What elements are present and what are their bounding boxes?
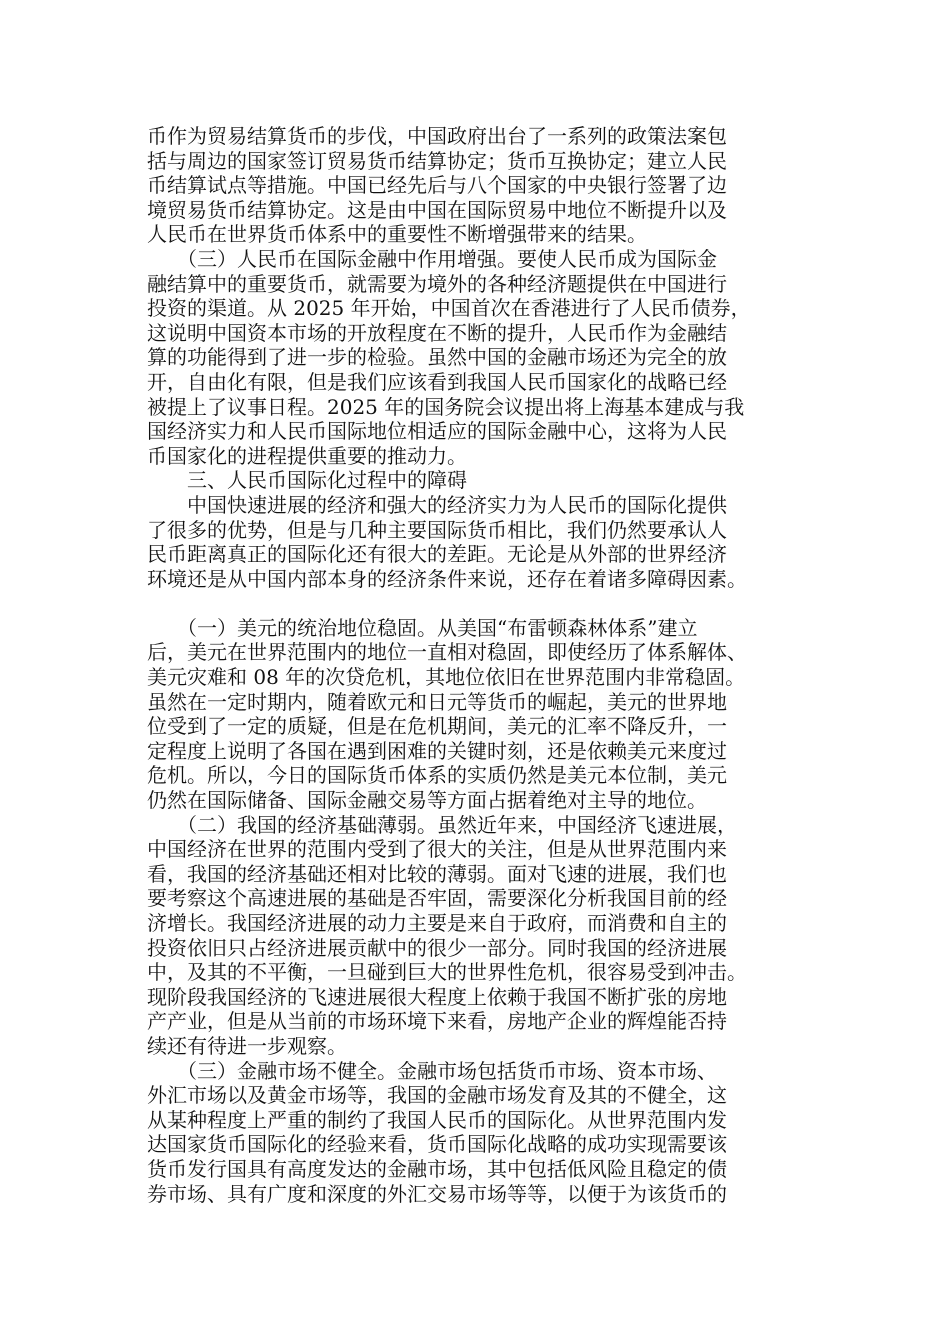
- text-line: 中，及其的不平衡，一旦碰到巨大的世界性危机，很容易受到冲击。: [147, 960, 747, 985]
- text-line: 券市场、具有广度和深度的外汇交易市场等等，以便于为该货币的: [147, 1181, 727, 1206]
- text-line: 人民币在世界货币体系中的重要性不断增强带来的结果。: [147, 222, 647, 247]
- text-line: 中国快速进展的经济和强大的经济实力为人民币的国际化提供: [147, 492, 727, 517]
- text-line: 美元灾难和 08 年的次贷危机，其地位依旧在世界范围内非常稳固。: [147, 665, 746, 690]
- text-line: 融结算中的重要货币，就需要为境外的各种经济题提供在中国进行: [147, 271, 727, 296]
- text-line: （一）美元的统治地位稳固。从美国“布雷顿森林体系”建立: [147, 615, 698, 640]
- text-line: 这说明中国资本市场的开放程度在不断的提升，人民币作为金融结: [147, 320, 727, 345]
- text-line: 虽然在一定时期内，随着欧元和日元等货币的崛起，美元的世界地: [147, 689, 727, 714]
- text-line: 现阶段我国经济的飞速进展很大程度上依赖于我国不断扩张的房地: [147, 984, 727, 1009]
- text-line: 仍然在国际储备、国际金融交易等方面占据着绝对主导的地位。: [147, 788, 707, 813]
- text-line: 国经济实力和人民币国际地位相适应的国际金融中心，这将为人民: [147, 419, 727, 444]
- text-line: 括与周边的国家签订贸易货币结算协定；货币互换协定；建立人民: [147, 148, 727, 173]
- text-line: 达国家货币国际化的经验来看，货币国际化战略的成功实现需要该: [147, 1132, 727, 1157]
- text-line: 币作为贸易结算货币的步伐，中国政府出台了一系列的政策法案包: [147, 124, 727, 148]
- text-line: 危机。所以，今日的国际货币体系的实质仍然是美元本位制，美元: [147, 763, 727, 788]
- text-line: 看，我国的经济基础还相对比较的薄弱。面对飞速的进展，我们也: [147, 861, 727, 886]
- text-line: （二）我国的经济基础薄弱。虽然近年来，中国经济飞速进展，: [147, 812, 737, 837]
- text-line: 货币发行国具有高度发达的金融市场，其中包括低风险且稳定的债: [147, 1156, 727, 1181]
- blank-line: [147, 591, 809, 616]
- text-line: 算的功能得到了进一步的检验。虽然中国的金融市场还为完全的放: [147, 345, 727, 370]
- text-line: 从某种程度上严重的制约了我国人民币的国际化。从世界范围内发: [147, 1107, 727, 1132]
- text-line: 中国经济在世界的范围内受到了很大的关注，但是从世界范围内来: [147, 837, 727, 862]
- text-line: 民币距离真正的国际化还有很大的差距。无论是从外部的世界经济: [147, 542, 727, 567]
- text-line: 定程度上说明了各国在遇到困难的关键时刻，还是依赖美元来度过: [147, 738, 727, 763]
- text-line: 开，自由化有限，但是我们应该看到我国人民币国家化的战略已经: [147, 369, 727, 394]
- text-line: 投资的渠道。从 2025 年开始，中国首次在香港进行了人民币债券，: [147, 296, 751, 321]
- text-line: 外汇市场以及黄金市场等，我国的金融市场发育及其的不健全，这: [147, 1083, 727, 1108]
- text-line: 续还有待进一步观察。: [147, 1033, 347, 1058]
- text-line: （三）人民币在国际金融中作用增强。要使人民币成为国际金: [147, 246, 717, 271]
- text-line: 币结算试点等措施。中国已经先后与八个国家的中央银行签署了边: [147, 173, 727, 198]
- text-line: 位受到了一定的质疑，但是在危机期间，美元的汇率不降反升，一: [147, 714, 727, 739]
- document-body: [147, 124, 809, 1206]
- text-line: 被提上了议事日程。2025 年的国务院会议提出将上海基本建成与我: [147, 394, 745, 419]
- text-line: 后，美元在世界范围内的地位一直相对稳固，即使经历了体系解体、: [147, 640, 747, 665]
- text-line: （三）金融市场不健全。金融市场包括货币市场、资本市场、: [147, 1058, 717, 1083]
- section-heading: 三、人民币国际化过程中的障碍: [147, 468, 467, 493]
- text-line: 了很多的优势，但是与几种主要国际货币相比，我们仍然要承认人: [147, 517, 727, 542]
- text-line: 境贸易货币结算协定。这是由中国在国际贸易中地位不断提升以及: [147, 197, 727, 222]
- text-line: 币国家化的进程提供重要的推动力。: [147, 443, 467, 468]
- text-line: 产产业，但是从当前的市场环境下来看，房地产企业的辉煌能否持: [147, 1009, 727, 1034]
- text-line: 济增长。我国经济进展的动力主要是来自于政府，而消费和自主的: [147, 911, 727, 935]
- text-line: 要考察这个高速进展的基础是否牢固，需要深化分析我国目前的经: [147, 886, 727, 911]
- text-line: 投资依旧只占经济进展贡献中的很少一部分。同时我国的经济进展: [147, 935, 727, 960]
- text-line: 环境还是从中国内部本身的经济条件来说，还存在着诸多障碍因素。: [147, 566, 747, 591]
